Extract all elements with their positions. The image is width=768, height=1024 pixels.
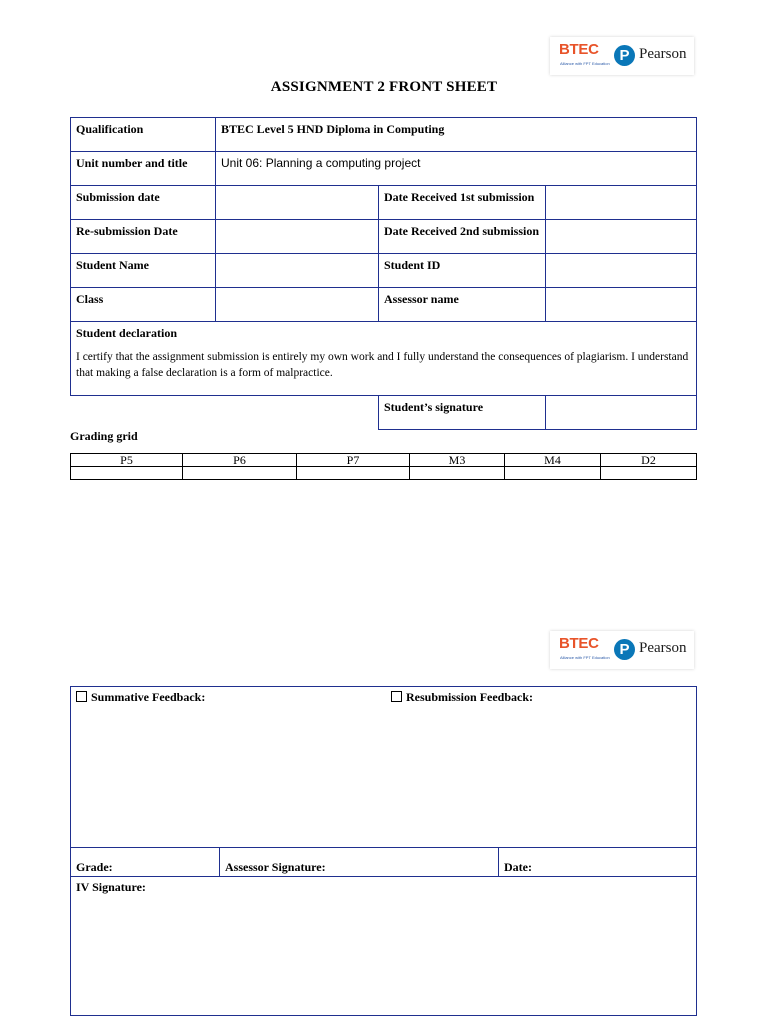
feedback-table [70,686,697,1016]
grid-cell-d2[interactable] [601,467,697,480]
declaration-text: I certify that the assignment submission is entirely my own work and I fully understand the consequences of plagiarism. I understand that making a false declaration is a form of malpractice. [76,351,689,379]
feedback-area[interactable] [71,687,697,848]
btec-logo [559,635,610,665]
student-name-label: Student Name [71,254,216,288]
grid-cell-p7[interactable] [297,467,410,480]
resubmission-feedback-checkbox[interactable] [391,691,402,702]
grid-header-m4: M4 [505,454,601,467]
summative-feedback-label: Summative Feedback: [91,690,206,704]
grading-grid-label: Grading grid [70,429,138,443]
student-id-label: Student ID [379,254,546,288]
btec-logo [559,41,610,71]
signature-spacer [71,396,379,430]
student-name-field[interactable] [216,254,379,288]
assessor-name-label: Assessor name [379,288,546,322]
pearson-logo-text: Pearson [639,640,687,656]
student-signature-field[interactable] [546,396,697,430]
pearson-mark-icon: P [614,45,635,66]
submission-date-label: Submission date [71,186,216,220]
grading-grid [70,453,697,480]
btec-logo-text: BTEC [559,635,599,652]
assessor-name-field[interactable] [546,288,697,322]
grid-cell-p6[interactable] [183,467,297,480]
grid-cell-m4[interactable] [505,467,601,480]
front-sheet-table [70,117,697,430]
assessor-signature-label[interactable]: Assessor Signature: [220,848,499,877]
header-logos-page2 [550,631,694,669]
grid-header-d2: D2 [601,454,697,467]
declaration-cell [71,322,697,396]
resubmission-feedback-label: Resubmission Feedback: [406,690,534,704]
qualification-value: BTEC Level 5 HND Diploma in Computing [216,118,697,152]
btec-tagline: Alliance with FPT Education [560,655,610,660]
submission-date-field[interactable] [216,186,379,220]
grid-header-p6: P6 [183,454,297,467]
date-received-2-field[interactable] [546,220,697,254]
class-field[interactable] [216,288,379,322]
page-title: ASSIGNMENT 2 FRONT SHEET [270,79,498,95]
student-id-field[interactable] [546,254,697,288]
resubmission-date-field[interactable] [216,220,379,254]
pearson-logo-text: Pearson [639,46,687,62]
grid-cell-p5[interactable] [71,467,183,480]
grid-header-p7: P7 [297,454,410,467]
date-label[interactable]: Date: [499,848,697,877]
summative-feedback-checkbox[interactable] [76,691,87,702]
unit-value: Unit 06: Planning a computing project [216,152,697,186]
resubmission-date-label: Re-submission Date [71,220,216,254]
header-logos [550,37,694,75]
grid-header-p5: P5 [71,454,183,467]
date-received-1-label: Date Received 1st submission [379,186,546,220]
grade-label[interactable]: Grade: [71,848,220,877]
pearson-mark-icon: P [614,639,635,660]
qualification-label: Qualification [71,118,216,152]
date-received-2-label: Date Received 2nd submission [379,220,546,254]
btec-logo-text: BTEC [559,41,599,58]
class-label: Class [71,288,216,322]
grid-header-m3: M3 [410,454,505,467]
student-signature-label: Student’s signature [379,396,546,430]
grid-cell-m3[interactable] [410,467,505,480]
unit-label: Unit number and title [71,152,216,186]
iv-signature-label[interactable]: IV Signature: [71,877,697,1016]
declaration-heading: Student declaration [76,326,178,340]
date-received-1-field[interactable] [546,186,697,220]
btec-tagline: Alliance with FPT Education [560,61,610,66]
